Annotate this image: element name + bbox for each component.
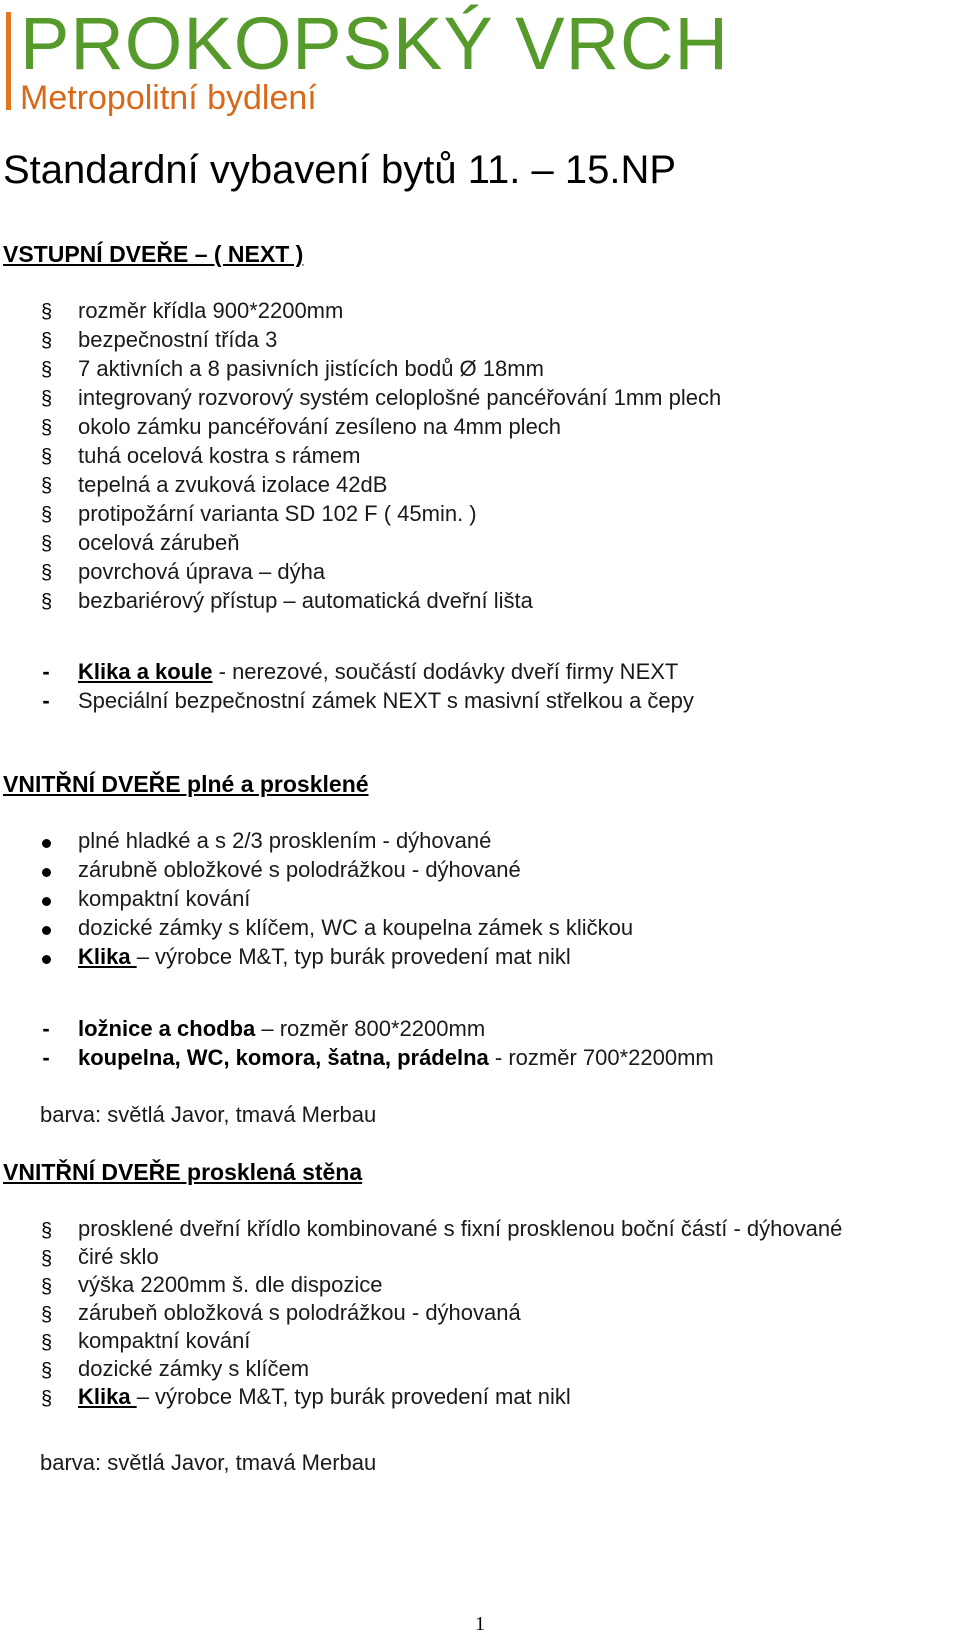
svg-text:§: § (40, 591, 52, 612)
section-heading-entry-doors: VSTUPNÍ DVEŘE – ( NEXT ) (3, 241, 304, 267)
handle-label: Klika (78, 1384, 137, 1409)
section-sign-icon (39, 1219, 54, 1241)
section-sign-icon (39, 1303, 54, 1325)
bullet-icon (42, 955, 51, 964)
section-sign-icon (39, 358, 54, 380)
section-sign-icon (39, 590, 54, 612)
svg-text:§: § (40, 359, 52, 380)
dash-marker: - (42, 659, 50, 684)
svg-text:§: § (40, 446, 52, 467)
section-sign-icon (39, 1247, 54, 1269)
svg-text:§: § (40, 1248, 52, 1269)
color-note: barva: světlá Javor, tmavá Merbau (40, 1102, 377, 1127)
section-sign-icon (39, 445, 54, 467)
color-note: barva: světlá Javor, tmavá Merbau (40, 1450, 377, 1475)
dash-marker: - (42, 1016, 50, 1041)
logo-name: PROKOPSKÝ VRCH (20, 2, 729, 85)
logo-tagline: Metropolitní bydlení (20, 79, 317, 117)
section-sign-icon (39, 1387, 54, 1409)
logo-accent-bar (6, 12, 11, 110)
section-sign-icon (39, 300, 54, 322)
bullet-icon (42, 839, 51, 848)
svg-text:§: § (40, 1220, 52, 1241)
svg-text:§: § (40, 1276, 52, 1297)
company-logo (6, 2, 729, 117)
dash-marker: - (42, 688, 50, 713)
svg-text:§: § (40, 504, 52, 525)
section-sign-icon (39, 329, 54, 351)
svg-text:§: § (40, 562, 52, 583)
section-sign-icon (39, 1331, 54, 1353)
svg-text:§: § (40, 417, 52, 438)
section-heading-interior-doors: VNITŘNÍ DVEŘE plné a prosklené (3, 771, 369, 797)
dash-marker: - (42, 1045, 50, 1070)
handle-label: Klika (78, 944, 137, 969)
section-sign-icon (39, 387, 54, 409)
svg-text:§: § (40, 1332, 52, 1353)
section-sign-icon (39, 503, 54, 525)
page-number: 1 (475, 1613, 485, 1635)
svg-text:§: § (40, 1304, 52, 1325)
svg-text:§: § (40, 330, 52, 351)
section-sign-icon (39, 1275, 54, 1297)
svg-text:§: § (40, 475, 52, 496)
section-sign-icon (39, 532, 54, 554)
bullet-icon (42, 868, 51, 877)
bullet-icon (42, 926, 51, 935)
svg-text:§: § (40, 1388, 52, 1409)
bullet-icon (42, 897, 51, 906)
svg-text:§: § (40, 1360, 52, 1381)
section-sign-icon (39, 1359, 54, 1381)
section-sign-icon (39, 561, 54, 583)
page-title: Standardní vybavení bytů 11. – 15.NP (3, 148, 677, 192)
section-heading-glass-wall: VNITŘNÍ DVEŘE prosklená stěna (3, 1159, 363, 1185)
svg-text:§: § (40, 388, 52, 409)
handle-label: Klika a koule (78, 659, 213, 684)
section-sign-icon (39, 474, 54, 496)
section-sign-icon (39, 416, 54, 438)
svg-text:§: § (40, 533, 52, 554)
svg-text:§: § (40, 301, 52, 322)
